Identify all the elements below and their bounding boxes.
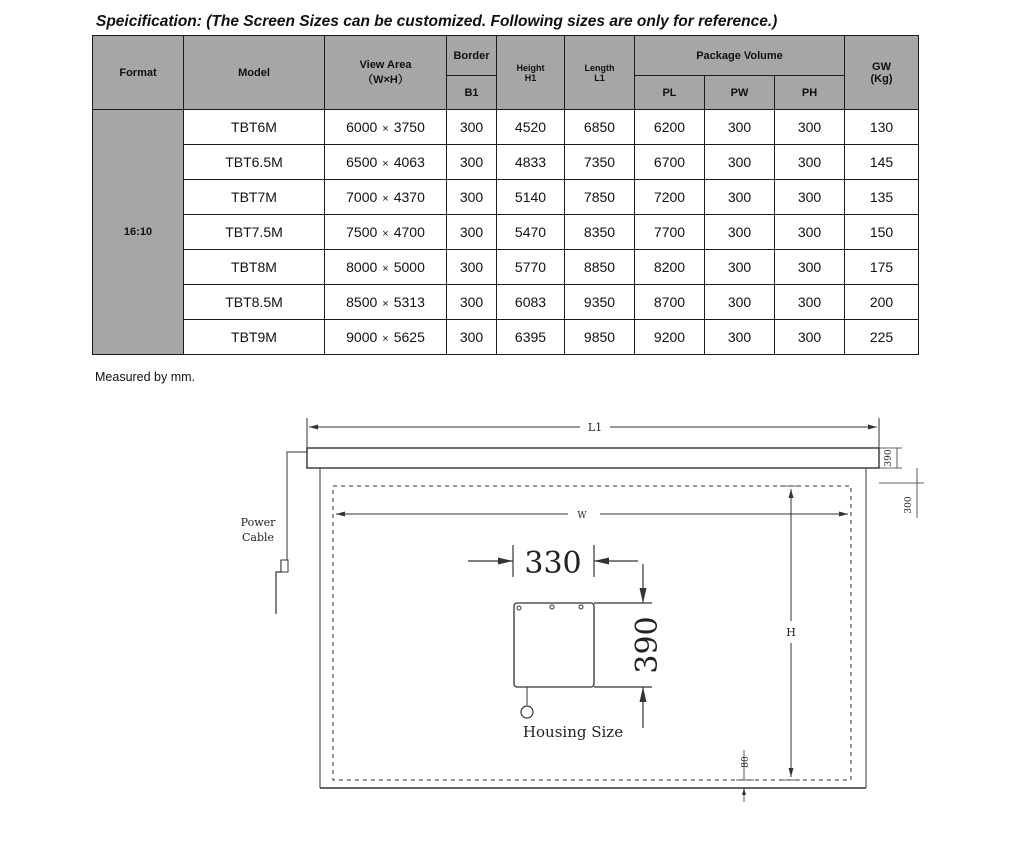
header-border: Border bbox=[447, 36, 497, 76]
table-row bbox=[93, 110, 919, 145]
ph-cell: 300 bbox=[775, 215, 845, 250]
border-cell: 300 bbox=[447, 320, 497, 355]
view-area-w: 7500 bbox=[346, 224, 378, 240]
border-cell: 300 bbox=[447, 145, 497, 180]
view-area-h: 5313 bbox=[393, 294, 425, 310]
pw-cell: 300 bbox=[705, 320, 775, 355]
height-cell: 5770 bbox=[497, 250, 565, 285]
ph-cell: 300 bbox=[775, 285, 845, 320]
header-model: Model bbox=[184, 36, 325, 110]
ph-cell: 300 bbox=[775, 250, 845, 285]
length-cell: 7350 bbox=[565, 145, 635, 180]
spec-table bbox=[92, 35, 919, 355]
housing-height-label: 390 bbox=[630, 616, 665, 674]
height-cell: 5470 bbox=[497, 215, 565, 250]
view-area-h: 4700 bbox=[393, 224, 425, 240]
length-cell: 8350 bbox=[565, 215, 635, 250]
pl-cell: 8700 bbox=[635, 285, 705, 320]
height-cell: 6083 bbox=[497, 285, 565, 320]
spec-title: Speicification: (The Screen Sizes can be customized. Following sizes are only for reference.) bbox=[96, 13, 778, 30]
h-arrow-top bbox=[789, 489, 794, 498]
header-height-sub: H1 bbox=[524, 72, 537, 83]
table-row bbox=[93, 215, 919, 250]
ph-cell: 300 bbox=[775, 320, 845, 355]
housing-width-label: 330 bbox=[524, 546, 582, 581]
border-cell: 300 bbox=[447, 250, 497, 285]
measurement-note: Measured by mm. bbox=[95, 370, 196, 384]
length-cell: 9350 bbox=[565, 285, 635, 320]
l1-label: L1 bbox=[587, 421, 603, 434]
header-pw: PW bbox=[705, 76, 775, 110]
model-cell: TBT8M bbox=[184, 250, 325, 285]
length-cell: 6850 bbox=[565, 110, 635, 145]
screen-diagram bbox=[0, 400, 1024, 848]
view-area-h: 5625 bbox=[393, 329, 425, 345]
h-arrow-bottom bbox=[789, 768, 794, 777]
power-label-line1: Power bbox=[240, 516, 276, 529]
height-cell: 5140 bbox=[497, 180, 565, 215]
header-height-label: Height bbox=[516, 62, 545, 73]
dim80-label: 80 bbox=[741, 756, 751, 768]
power-cable-lower bbox=[276, 560, 281, 614]
view-area-h: 4063 bbox=[393, 154, 425, 170]
ph-cell: 300 bbox=[775, 145, 845, 180]
length-cell: 7850 bbox=[565, 180, 635, 215]
housing-w-arrow-right bbox=[594, 558, 609, 565]
model-cell: TBT9M bbox=[184, 320, 325, 355]
times-sign: × bbox=[382, 228, 389, 240]
header-gw-unit: (Kg) bbox=[870, 72, 893, 85]
view-area-cell bbox=[325, 145, 447, 180]
model-cell: TBT6.5M bbox=[184, 145, 325, 180]
times-sign: × bbox=[382, 158, 389, 170]
power-cable-upper bbox=[287, 452, 307, 560]
h-label: H bbox=[786, 626, 796, 639]
dim390-label: 390 bbox=[884, 449, 894, 467]
model-cell: TBT7M bbox=[184, 180, 325, 215]
header-view-area-label: View Area bbox=[359, 58, 412, 71]
pw-cell: 300 bbox=[705, 145, 775, 180]
w-arrow-right bbox=[839, 512, 848, 517]
header-length bbox=[565, 36, 635, 110]
header-format: Format bbox=[93, 36, 184, 110]
ph-cell: 300 bbox=[775, 110, 845, 145]
format-cell: 16:10 bbox=[93, 110, 184, 355]
pl-cell: 8200 bbox=[635, 250, 705, 285]
header-ph: PH bbox=[775, 76, 845, 110]
view-area-h: 5000 bbox=[393, 259, 425, 275]
housing-w-arrow-left bbox=[498, 558, 513, 565]
model-cell: TBT6M bbox=[184, 110, 325, 145]
view-area-w: 8500 bbox=[346, 294, 378, 310]
pl-cell: 9200 bbox=[635, 320, 705, 355]
length-cell: 8850 bbox=[565, 250, 635, 285]
length-cell: 9850 bbox=[565, 320, 635, 355]
power-plug-icon bbox=[281, 560, 288, 572]
gw-cell: 145 bbox=[845, 145, 919, 180]
border-cell: 300 bbox=[447, 180, 497, 215]
pl-cell: 7200 bbox=[635, 180, 705, 215]
model-cell: TBT7.5M bbox=[184, 215, 325, 250]
housing-h-arrow-bottom bbox=[640, 687, 647, 702]
header-gw-label: GW bbox=[872, 60, 891, 73]
view-area-h: 4370 bbox=[393, 189, 425, 205]
power-label-line2: Cable bbox=[241, 531, 275, 544]
dim80-arrow bbox=[742, 788, 746, 795]
housing-box bbox=[514, 603, 594, 687]
view-area-cell bbox=[325, 320, 447, 355]
view-area-cell bbox=[325, 110, 447, 145]
border-cell: 300 bbox=[447, 110, 497, 145]
view-area-w: 7000 bbox=[346, 189, 378, 205]
gw-cell: 150 bbox=[845, 215, 919, 250]
pw-cell: 300 bbox=[705, 285, 775, 320]
header-length-sub: L1 bbox=[594, 72, 605, 83]
view-area-h: 3750 bbox=[393, 119, 425, 135]
l1-arrow-left bbox=[309, 425, 318, 430]
view-area-w: 8000 bbox=[346, 259, 378, 275]
times-sign: × bbox=[382, 193, 389, 205]
pw-cell: 300 bbox=[705, 180, 775, 215]
table-row bbox=[93, 250, 919, 285]
border-cell: 300 bbox=[447, 285, 497, 320]
dim300-label: 300 bbox=[904, 496, 914, 514]
gw-cell: 135 bbox=[845, 180, 919, 215]
header-height bbox=[497, 36, 565, 110]
border-cell: 300 bbox=[447, 215, 497, 250]
w-label: W bbox=[577, 511, 587, 521]
screen-case bbox=[307, 448, 879, 468]
housing-h-arrow-top bbox=[640, 588, 647, 603]
pl-cell: 6700 bbox=[635, 145, 705, 180]
table-row bbox=[93, 285, 919, 320]
view-area-cell bbox=[325, 215, 447, 250]
view-area-cell bbox=[325, 285, 447, 320]
pl-cell: 6200 bbox=[635, 110, 705, 145]
header-package-volume: Package Volume bbox=[635, 36, 845, 76]
gw-cell: 200 bbox=[845, 285, 919, 320]
times-sign: × bbox=[382, 263, 389, 275]
view-area-w: 6000 bbox=[346, 119, 378, 135]
gw-cell: 130 bbox=[845, 110, 919, 145]
pl-cell: 7700 bbox=[635, 215, 705, 250]
view-area-w: 9000 bbox=[346, 329, 378, 345]
view-area-cell bbox=[325, 180, 447, 215]
view-area-w: 6500 bbox=[346, 154, 378, 170]
housing-caption: Housing Size bbox=[522, 723, 624, 741]
pw-cell: 300 bbox=[705, 250, 775, 285]
header-view-area-sub: （W×H） bbox=[362, 73, 409, 86]
gw-cell: 225 bbox=[845, 320, 919, 355]
housing-connector-icon bbox=[521, 706, 533, 718]
table-row bbox=[93, 145, 919, 180]
l1-arrow-right bbox=[868, 425, 877, 430]
table-row bbox=[93, 320, 919, 355]
header-pl: PL bbox=[635, 76, 705, 110]
header-b1: B1 bbox=[447, 76, 497, 110]
w-arrow-left bbox=[336, 512, 345, 517]
height-cell: 4833 bbox=[497, 145, 565, 180]
height-cell: 6395 bbox=[497, 320, 565, 355]
height-cell: 4520 bbox=[497, 110, 565, 145]
pw-cell: 300 bbox=[705, 215, 775, 250]
times-sign: × bbox=[382, 298, 389, 310]
model-cell: TBT8.5M bbox=[184, 285, 325, 320]
header-view-area bbox=[325, 36, 447, 110]
times-sign: × bbox=[382, 333, 389, 345]
ph-cell: 300 bbox=[775, 180, 845, 215]
gw-cell: 175 bbox=[845, 250, 919, 285]
times-sign: × bbox=[382, 123, 389, 135]
header-length-label: Length bbox=[584, 62, 615, 73]
table-row bbox=[93, 180, 919, 215]
view-area-cell bbox=[325, 250, 447, 285]
header-gw bbox=[845, 36, 919, 110]
pw-cell: 300 bbox=[705, 110, 775, 145]
